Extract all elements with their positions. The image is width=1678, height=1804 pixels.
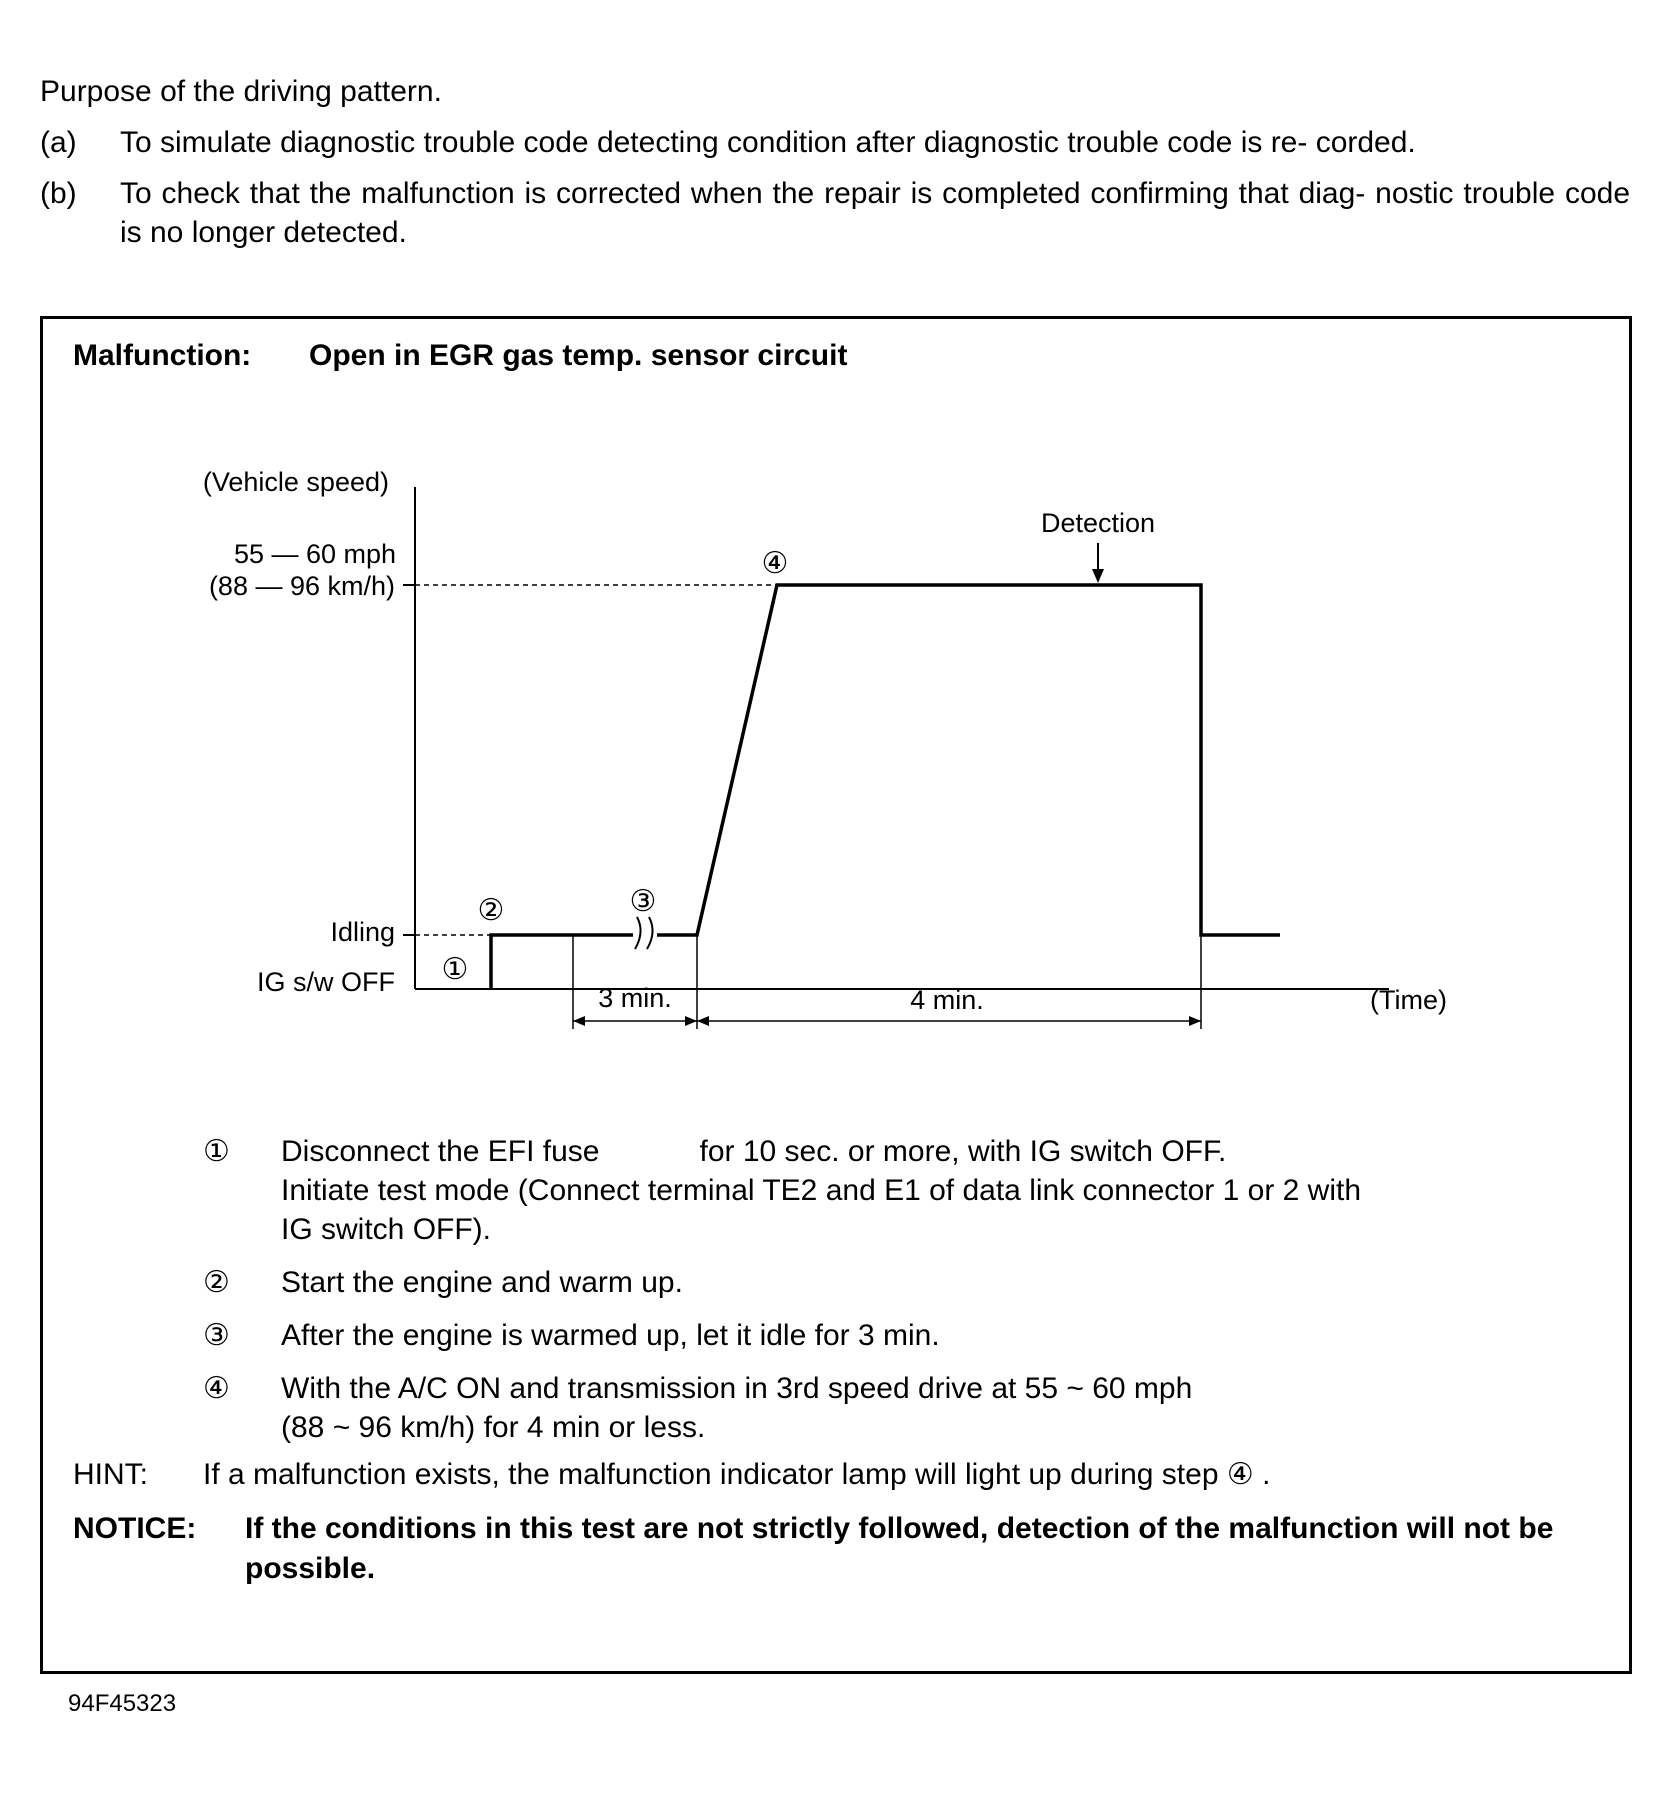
break-gap xyxy=(633,923,657,947)
purpose-item-text: To simulate diagnostic trouble code detecting condition after diagnostic trouble code is re- corded. xyxy=(120,126,1416,159)
chart-step-1-marker: ① xyxy=(441,953,469,986)
driving-pattern-box xyxy=(40,316,1632,1674)
interval-3min-label: 3 min. xyxy=(598,983,672,1013)
step-text-line: Initiate test mode (Connect terminal TE2 and E1 of data link connector 1 or 2 with xyxy=(281,1174,1362,1207)
x-axis-label: (Time) xyxy=(1370,985,1447,1015)
purpose-heading: Purpose of the driving pattern. xyxy=(40,75,442,108)
step-number: ② xyxy=(203,1266,230,1299)
speed-profile-line xyxy=(491,585,1280,989)
interval-4min-arrow-left xyxy=(697,1016,709,1026)
step-text-line: After the engine is warmed up, let it idle for 3 min. xyxy=(281,1319,940,1352)
purpose-section xyxy=(40,72,1630,264)
step-text-line: Disconnect the EFI fuse for 10 sec. or more, with IG switch OFF. xyxy=(281,1135,1227,1168)
detection-label: Detection xyxy=(1040,508,1156,538)
chart-step-2-marker: ② xyxy=(477,894,505,927)
interval-4min-label: 4 min. xyxy=(910,985,984,1015)
hint-label: HINT: xyxy=(73,1458,148,1491)
notice-note xyxy=(73,1509,1613,1589)
hint-note xyxy=(73,1457,1270,1492)
y-level-label-off: IG s/w OFF xyxy=(257,967,395,997)
step-item-2 xyxy=(203,1263,1603,1302)
y-level-label-top-1: 55 — 60 mph xyxy=(233,539,397,569)
purpose-item-a xyxy=(40,123,1630,162)
step-text-line: Start the engine and warm up. xyxy=(281,1266,683,1299)
purpose-item-text: To check that the malfunction is corrected when the repair is completed confirming that diag- nostic trouble code is no longer detected. xyxy=(120,177,1630,249)
y-level-label-top-2: (88 — 96 km/h) xyxy=(208,571,395,601)
chart-step-4-marker: ④ xyxy=(761,547,789,580)
step-item-3 xyxy=(203,1316,1603,1355)
step-item-4 xyxy=(203,1369,1603,1447)
interval-3min-arrow-left xyxy=(573,1016,585,1026)
malfunction-label: Malfunction: xyxy=(73,339,252,372)
step-number: ④ xyxy=(203,1372,230,1405)
step-text-line: With the A/C ON and transmission in 3rd speed drive at 55 ~ 60 mph xyxy=(281,1372,1193,1405)
chart-step-3-marker: ③ xyxy=(629,885,657,918)
purpose-item-b xyxy=(40,174,1630,252)
notice-text: If the conditions in this test are not strictly followed, detection of the malfunction will not be possible. xyxy=(245,1512,1554,1585)
step-item-1 xyxy=(203,1132,1603,1249)
interval-3min-arrow-right xyxy=(685,1016,697,1026)
step-list xyxy=(203,1132,1603,1461)
y-level-label-idling: Idling xyxy=(330,917,395,947)
figure-code: 94F45323 xyxy=(68,1690,177,1717)
purpose-item-label: (a) xyxy=(40,126,77,159)
step-number: ③ xyxy=(203,1319,230,1352)
step-number: ① xyxy=(203,1135,230,1168)
notice-label: NOTICE: xyxy=(73,1512,197,1545)
malfunction-text: Open in EGR gas temp. sensor circuit xyxy=(309,339,848,372)
detection-arrow-head xyxy=(1092,569,1104,583)
driving-pattern-diagram xyxy=(43,319,1629,1099)
interval-4min-arrow-right xyxy=(1189,1016,1201,1026)
y-axis-label: (Vehicle speed) xyxy=(202,467,389,497)
hint-text: If a malfunction exists, the malfunction indicator lamp will light up during step ④ . xyxy=(203,1458,1271,1491)
step-text-line: IG switch OFF). xyxy=(281,1213,491,1246)
purpose-item-label: (b) xyxy=(40,177,77,210)
step-text-line: (88 ~ 96 km/h) for 4 min or less. xyxy=(281,1411,706,1444)
